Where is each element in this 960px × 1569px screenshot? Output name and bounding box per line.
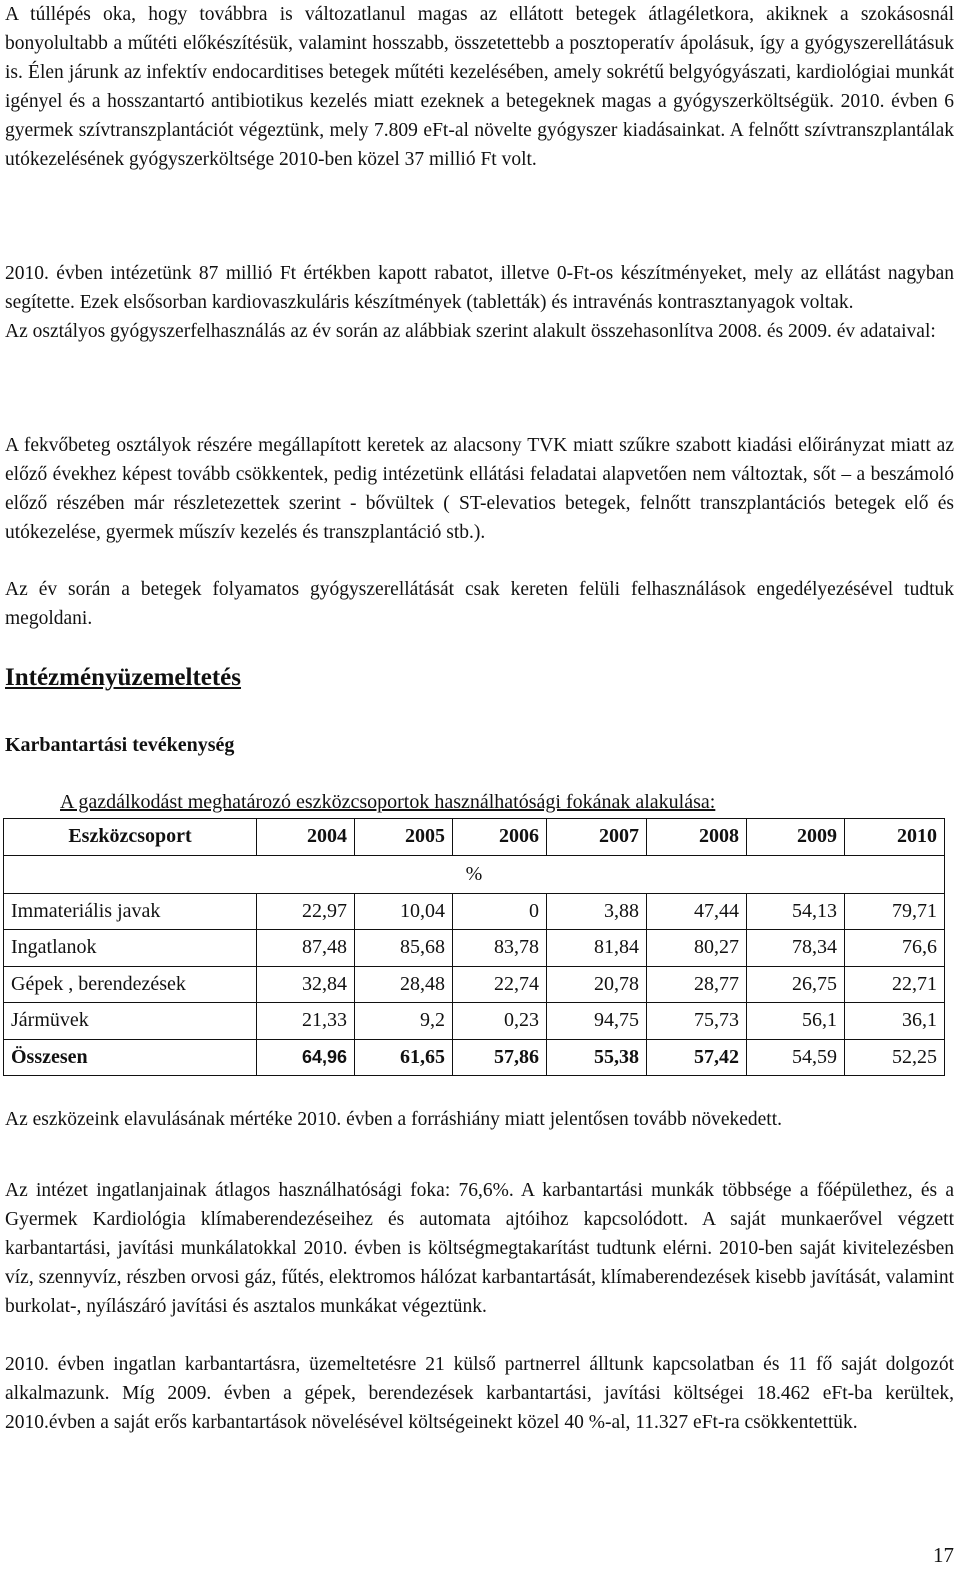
- table-cell: 0,23: [453, 1003, 547, 1040]
- table-header-cell: 2004: [257, 819, 355, 856]
- table-header-cell: Eszközcsoport: [4, 819, 257, 856]
- table-cell: 47,44: [647, 893, 747, 930]
- table-cell: 20,78: [547, 966, 647, 1003]
- table-cell: 22,97: [257, 893, 355, 930]
- table-total-cell: 52,25: [845, 1039, 945, 1076]
- table-cell: 87,48: [257, 930, 355, 967]
- table-cell: 94,75: [547, 1003, 647, 1040]
- table-header-cell: 2006: [453, 819, 547, 856]
- table-total-row: [4, 1039, 945, 1076]
- after-paragraph-2: Az intézet ingatlanjainak átlagos használhatósági foka: 76,6%. A karbantartási munkák többsége a főépülethez, és a Gyermek Kardiológia klímaberendezéseihez és automata ajtóihoz kapcsolódott. A saját munkaerővel végzett karbantartási, javítási munkálatokkal 2010. évben is költségmegtakarítást tudtunk elérni. 2010-ben saját kivitelezésben víz, szennyvíz, részben orvosi gáz, fűtés, elektromos hálózat karbantartását, klímaberendezések kisebb javítását, valamint burkolat-, nyílászáró javítási és asztalos munkákat végeztünk.: [5, 1180, 954, 1317]
- table-cell: 3,88: [547, 893, 647, 930]
- table-row-label: Jármüvek: [4, 1003, 257, 1040]
- section-title: Intézményüzemeltetés: [5, 664, 242, 691]
- table-cell: 36,1: [845, 1003, 945, 1040]
- table-header-cell: 2008: [647, 819, 747, 856]
- section-subtitle: Karbantartási tevékenység: [5, 734, 235, 756]
- intro-paragraph-3: Az osztályos gyógyszerfelhasználás az év során az alábbiak szerint alakult összehasonlítva 2008. és 2009. év adataival:: [5, 321, 936, 342]
- table-total-cell: 57,42: [647, 1039, 747, 1076]
- intro-paragraph-2: 2010. évben intézetünk 87 millió Ft értékben kapott rabatot, illetve 0-Ft-os készítményeket, mely az ellátást nagyban segítette. Ezek elsősorban kardiovaszkuláris készítmények (tabletták) és intravénás kontrasztanyagok voltak.: [5, 263, 954, 313]
- table-total-cell: 57,86: [453, 1039, 547, 1076]
- table-cell: 0: [453, 893, 547, 930]
- table-cell: 28,77: [647, 966, 747, 1003]
- table-cell: 78,34: [747, 930, 845, 967]
- table-header-cell: 2005: [355, 819, 453, 856]
- table-cell: 22,71: [845, 966, 945, 1003]
- table-cell: 32,84: [257, 966, 355, 1003]
- table-cell: 75,73: [647, 1003, 747, 1040]
- table-row-label: Immateriális javak: [4, 893, 257, 930]
- table-cell: 10,04: [355, 893, 453, 930]
- table-header-cell: 2010: [845, 819, 945, 856]
- table-row-label: Gépek , berendezések: [4, 966, 257, 1003]
- table-cell: 79,71: [845, 893, 945, 930]
- table-row: [4, 930, 945, 967]
- table-header-cell: 2009: [747, 819, 845, 856]
- table-total-cell: 54,59: [747, 1039, 845, 1076]
- table-row: [4, 1003, 945, 1040]
- intro-paragraph-1: A túllépés oka, hogy továbbra is változatlanul magas az ellátott betegek átlagéletkora, akiknek a szokásosnál bonyolultabb a műtéti előkészítésük, valamint hosszabb, összetettebb a posztoperatív ápolásuk, így a gyógyszerellátásuk is. Élen járunk az infektív endocarditises betegek műtéti kezelésében, amely sokrétű belgyógyászati, kardiológiai munkát igényel és a hosszantartó antibiotikus kezelés miatt ezeknek a betegeknek magas a gyógyszerköltségük. 2010. évben 6 gyermek szívtranszplantációt végeztünk, mely 7.809 eFt-al növelte gyógyszer kiadásainkat. A felnőtt szívtranszplantálak utókezelésének gyógyszerköltsége 2010-ben közel 37 millió Ft volt.: [5, 4, 954, 170]
- after-paragraph-3: 2010. évben ingatlan karbantartásra, üzemeltetésre 21 külső partnerrel álltunk kapcsolatban és 11 fő saját dolgozót alkalmazunk. Míg 2009. évben a gépek, berendezések karbantartási, javítási költségei 18.462 eFt-ba kerültek, 2010.évben a saját erős karbantartások növelésével költségeinekt közel 40 %-al, 11.327 eFt-ra csökkentettük.: [5, 1354, 954, 1433]
- table-unit-cell: %: [4, 855, 945, 893]
- table-cell: 85,68: [355, 930, 453, 967]
- table-total-cell: 55,38: [547, 1039, 647, 1076]
- table-row: [4, 966, 945, 1003]
- table-total-cell: 61,65: [355, 1039, 453, 1076]
- table-cell: 26,75: [747, 966, 845, 1003]
- table-cell: 76,6: [845, 930, 945, 967]
- table-cell: 81,84: [547, 930, 647, 967]
- after-paragraph-1: Az eszközeink elavulásának mértéke 2010. évben a forráshiány miatt jelentősen tovább növekedett.: [5, 1109, 783, 1130]
- table-cell: 83,78: [453, 930, 547, 967]
- table-cell: 9,2: [355, 1003, 453, 1040]
- page-number: 17: [933, 1543, 954, 1567]
- table-row-label: Ingatlanok: [4, 930, 257, 967]
- asset-usability-table: [3, 818, 945, 1076]
- table-unit-row: [4, 855, 945, 893]
- table-cell: 22,74: [453, 966, 547, 1003]
- table-row: [4, 893, 945, 930]
- table-header-row: [4, 819, 945, 856]
- table-caption: A gazdálkodást meghatározó eszközcsoportok használhatósági fokának alakulása:: [60, 791, 716, 813]
- table-total-label: Összesen: [4, 1039, 257, 1076]
- table-cell: 54,13: [747, 893, 845, 930]
- intro-paragraph-5: Az év során a betegek folyamatos gyógyszerellátását csak kereten felüli felhasználások engedélyezésével tudtuk megoldani.: [5, 579, 954, 629]
- table-header-cell: 2007: [547, 819, 647, 856]
- table-cell: 21,33: [257, 1003, 355, 1040]
- intro-paragraph-4: A fekvőbeteg osztályok részére megállapított keretek az alacsony TVK miatt szűkre szabott kiadási előirányzat miatt az előző évekhez képest tovább csökkentek, pedig intézetünk ellátási feladatai alapvetően nem változtak, sőt – a beszámoló előző részében már részletezettek szerint - bővültek ( ST-elevatios betegek, felnőtt transzplantációs betegek elő és utókezelése, gyermek műszív kezelés és transzplantáció stb.).: [5, 435, 954, 543]
- table-cell: 80,27: [647, 930, 747, 967]
- table-cell: 28,48: [355, 966, 453, 1003]
- table-cell: 56,1: [747, 1003, 845, 1040]
- table-total-cell: 64,96: [257, 1039, 355, 1076]
